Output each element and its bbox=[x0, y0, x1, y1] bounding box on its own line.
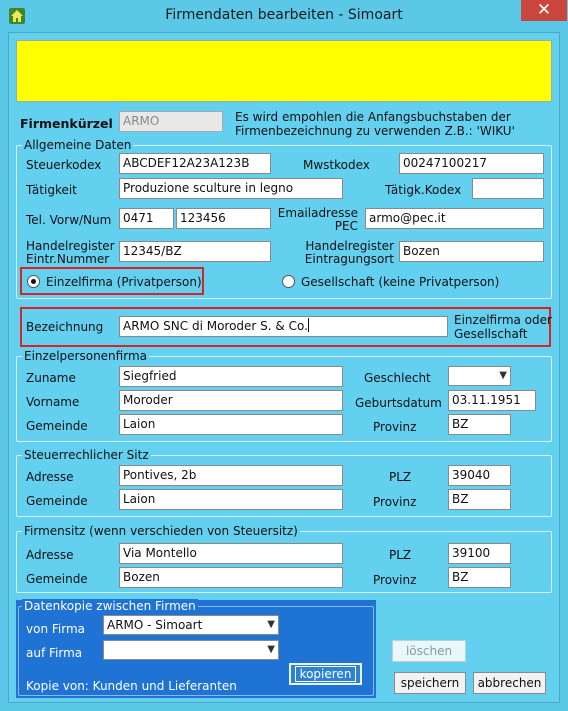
handelsregister-nummer-field[interactable]: 12345/BZ bbox=[119, 241, 271, 262]
taetigkeit-field[interactable]: Produzione sculture in legno bbox=[119, 178, 343, 199]
kuerzel-hint-line1: Es wird empohlen die Anfangsbuchstaben der bbox=[235, 110, 511, 124]
von-firma-label: von Firma bbox=[26, 622, 85, 636]
auf-firma-dropdown[interactable] bbox=[103, 640, 279, 660]
hreg-label-line1: Handelregister bbox=[26, 239, 115, 253]
firmensitz-adresse-field[interactable]: Via Montello bbox=[119, 543, 343, 564]
tel-label: Tel. Vorw/Num bbox=[26, 213, 112, 227]
chevron-down-icon: ▼ bbox=[267, 644, 275, 655]
chevron-down-icon: ▼ bbox=[267, 619, 275, 630]
geschlecht-dropdown[interactable] bbox=[448, 366, 511, 386]
steuersitz-legend: Steuerrechlicher Sitz bbox=[24, 448, 149, 462]
firmensitz-gemeinde-label: Gemeinde bbox=[26, 572, 88, 586]
bezeichnung-field[interactable] bbox=[119, 316, 448, 337]
firmensitz-legend: Firmensitz (wenn verschieden von Steuersitz) bbox=[24, 524, 298, 538]
auf-firma-label: auf Firma bbox=[26, 646, 83, 660]
gesellschaft-radio[interactable] bbox=[282, 275, 295, 288]
window-title: Firmendaten bearbeiten - Simoart bbox=[165, 7, 403, 23]
kuerzel-hint-line2: Firmenbezeichnung zu verwenden Z.B.: 'WIKU' bbox=[235, 124, 515, 138]
firmenkuerzel-field: ARMO bbox=[119, 111, 223, 132]
mwstkodex-field[interactable]: 00247100217 bbox=[399, 153, 544, 174]
firmensitz-provinz-label: Provinz bbox=[373, 573, 417, 587]
mwstkodex-label: Mwstkodex bbox=[303, 158, 370, 172]
tel-nummer-field[interactable]: 123456 bbox=[176, 208, 271, 229]
datenkopie-legend: Datenkopie zwischen Firmen bbox=[24, 599, 196, 613]
hreg-label-line2: Eintr.Nummer bbox=[26, 252, 110, 266]
von-firma-value: ARMO - Simoart bbox=[107, 618, 203, 632]
zuname-label: Zuname bbox=[26, 371, 76, 385]
chevron-down-icon: ▼ bbox=[499, 370, 507, 381]
allgemeine-daten-legend: Allgemeine Daten bbox=[24, 138, 132, 152]
eintragungsort-field[interactable]: Bozen bbox=[399, 241, 544, 262]
steuersitz-plz-label: PLZ bbox=[389, 470, 412, 484]
bezeichnung-hint-line2: Gesellschaft bbox=[454, 327, 528, 341]
message-banner bbox=[16, 40, 552, 102]
text-caret bbox=[308, 318, 309, 332]
hort-label-line1: Handelregister bbox=[305, 239, 394, 253]
gemeinde-field[interactable]: Laion bbox=[119, 414, 343, 435]
close-icon: ✕ bbox=[536, 0, 552, 20]
taetigkeit-label: Tätigkeit bbox=[26, 183, 77, 197]
bezeichnung-value: ARMO SNC di Moroder S. & Co. bbox=[123, 319, 308, 333]
provinz-field[interactable]: BZ bbox=[448, 414, 511, 435]
hort-label-line2: Eintragungsort bbox=[304, 252, 394, 266]
kopieren-label: kopieren bbox=[295, 666, 357, 682]
gesellschaft-label[interactable]: Gesellschaft (keine Privatperson) bbox=[301, 275, 500, 289]
geschlecht-label: Geschlecht bbox=[364, 371, 431, 385]
speichern-button[interactable]: speichern bbox=[394, 672, 466, 694]
firmensitz-adresse-label: Adresse bbox=[26, 548, 74, 562]
steuersitz-gemeinde-field[interactable]: Laion bbox=[119, 489, 343, 510]
gemeinde-label: Gemeinde bbox=[26, 419, 88, 433]
kopie-info-text: Kopie von: Kunden und Lieferanten bbox=[26, 679, 237, 693]
steuersitz-adresse-label: Adresse bbox=[26, 470, 74, 484]
taetigkodex-label: Tätigk.Kodex bbox=[385, 183, 462, 197]
bezeichnung-label: Bezeichnung bbox=[26, 320, 104, 334]
abbrechen-button[interactable]: abbrechen bbox=[473, 672, 546, 694]
von-firma-dropdown[interactable] bbox=[103, 615, 279, 635]
email-label-line2: PEC bbox=[334, 219, 358, 233]
steuersitz-gemeinde-label: Gemeinde bbox=[26, 494, 88, 508]
steuersitz-adresse-field[interactable]: Pontives, 2b bbox=[119, 465, 343, 486]
einzelfirma-radio[interactable] bbox=[27, 275, 40, 288]
vorname-field[interactable]: Moroder bbox=[119, 390, 343, 411]
tel-vorwahl-field[interactable]: 0471 bbox=[119, 208, 174, 229]
einzelperson-legend: Einzelpersonenfirma bbox=[24, 349, 147, 363]
close-button[interactable] bbox=[521, 0, 567, 21]
firmensitz-plz-label: PLZ bbox=[389, 548, 412, 562]
vorname-label: Vorname bbox=[26, 395, 80, 409]
firmensitz-gemeinde-field[interactable]: Bozen bbox=[119, 567, 343, 588]
provinz-label: Provinz bbox=[373, 420, 417, 434]
steuersitz-provinz-label: Provinz bbox=[373, 495, 417, 509]
geburtsdatum-label: Geburtsdatum bbox=[355, 396, 442, 410]
firmensitz-provinz-field[interactable]: BZ bbox=[448, 567, 511, 588]
steuerkodex-field[interactable]: ABCDEF12A23A123B bbox=[119, 153, 271, 174]
taetigkodex-field[interactable] bbox=[472, 178, 544, 199]
zuname-field[interactable]: Siegfried bbox=[119, 366, 343, 387]
email-pec-field[interactable]: armo@pec.it bbox=[365, 208, 544, 229]
email-label-line1: Emailadresse bbox=[277, 206, 358, 220]
bezeichnung-hint-line1: Einzelfirma oder bbox=[454, 313, 552, 327]
loeschen-button[interactable]: löschen bbox=[392, 640, 466, 662]
geburtsdatum-field[interactable]: 03.11.1951 bbox=[448, 390, 536, 411]
firmensitz-plz-field[interactable]: 39100 bbox=[448, 543, 511, 564]
firmenkuerzel-label: Firmenkürzel bbox=[20, 116, 113, 131]
kopieren-button[interactable] bbox=[289, 663, 362, 685]
steuersitz-plz-field[interactable]: 39040 bbox=[448, 465, 511, 486]
steuerkodex-label: Steuerkodex bbox=[26, 158, 102, 172]
steuersitz-provinz-field[interactable]: BZ bbox=[448, 489, 511, 510]
einzelfirma-label[interactable]: Einzelfirma (Privatperson) bbox=[46, 275, 202, 289]
